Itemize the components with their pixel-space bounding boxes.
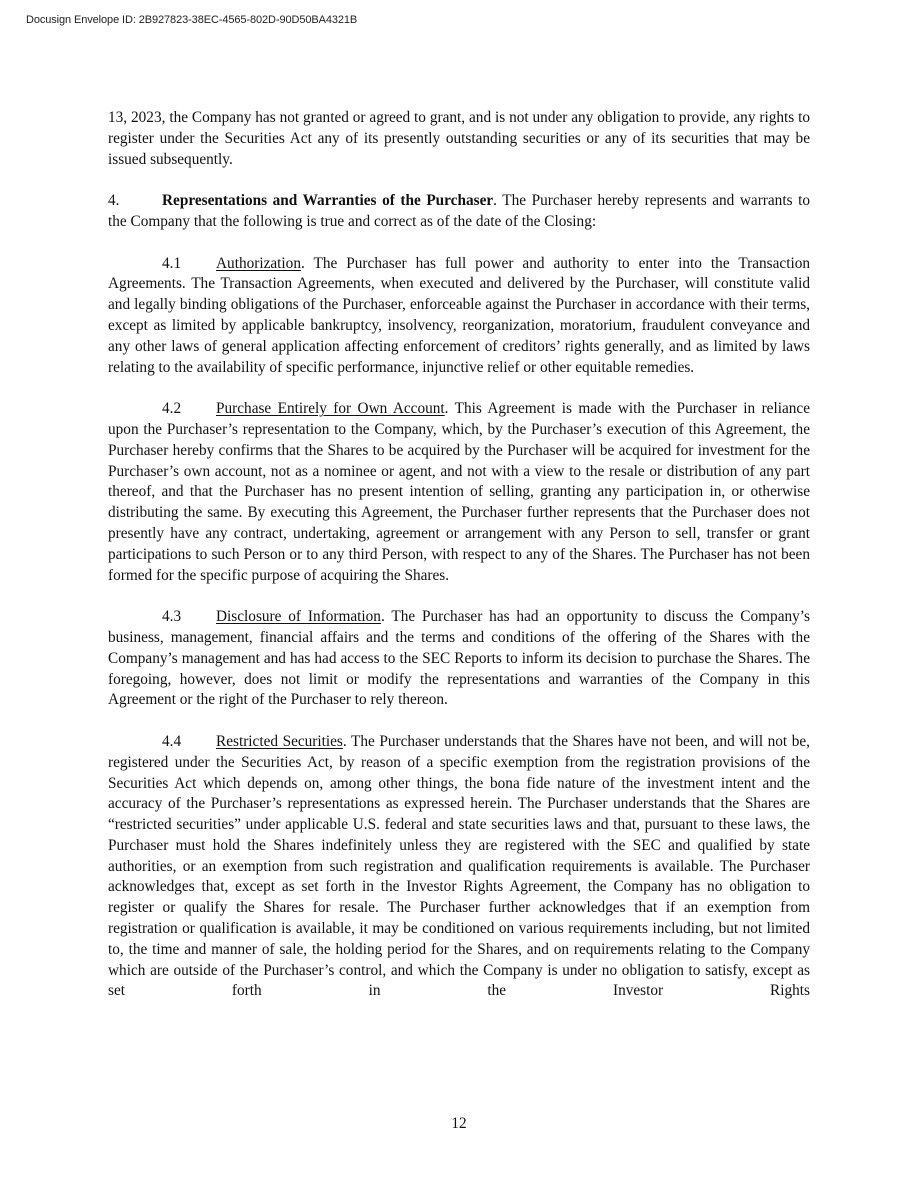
subsection-heading: Disclosure of Information bbox=[216, 608, 381, 626]
subsection-number: 4.4 bbox=[162, 732, 182, 750]
subsection-number: 4.2 bbox=[162, 400, 182, 418]
subsection-number: 4.1 bbox=[162, 254, 182, 272]
subsection-text: . The Purchaser has had an opportunity to discuss the Company’s business, management, financial affairs and the terms and conditions of the offering of the Shares with the Company’s management and has had access to the SEC Reports to inform its decision to purchase the Shares. The foregoing, however, does not limit or modify the representations and warranties of the Company in this Agreement or the right of the Purchaser to rely thereon. bbox=[108, 608, 810, 709]
page-number: 12 bbox=[451, 1115, 467, 1132]
subsection-heading: Restricted Securities bbox=[216, 732, 343, 750]
section-heading: Representations and Warranties of the Purchaser bbox=[162, 192, 494, 210]
subsection-text: . This Agreement is made with the Purchaser in reliance upon the Purchaser’s representation to the Company, which, by the Purchaser’s execution of this Agreement, the Purchaser hereby confirms that the Shares to be acquired by the Purchaser will be acquired for investment for the Purchaser’s own account, not as a nominee or agent, and not with a view to the resale or distribution of any part thereof, and that the Purchaser has no present intention of selling, granting any participation in, or otherwise distributing the same. By executing this Agreement, the Purchaser further represents that the Purchaser does not presently have any contract, undertaking, agreement or arrangement with any Person to sell, transfer or grant participations to such Person or to any third Person, with respect to any of the Shares. The Purchaser has not been formed for the specific purpose of acquiring the Shares. bbox=[108, 400, 810, 584]
subsection-4-2 bbox=[108, 399, 810, 586]
section-4-paragraph bbox=[108, 191, 810, 233]
section-text: . The Purchaser hereby represents and warrants to the Company that the following is true and correct as of the date of the Closing: bbox=[108, 192, 810, 230]
subsection-text: . The Purchaser has full power and authority to enter into the Transaction Agreements. The Transaction Agreements, when executed and delivered by the Purchaser, will constitute valid and legally binding obligations of the Purchaser, enforceable against the Purchaser in accordance with their terms, except as limited by applicable bankruptcy, insolvency, reorganization, moratorium, fraudulent conveyance and any other laws of general application affecting enforcement of creditors’ rights generally, and as limited by laws relating to the availability of specific performance, injunctive relief or other equitable remedies. bbox=[108, 254, 810, 376]
subsection-4-4 bbox=[108, 732, 810, 1002]
subsection-heading: Purchase Entirely for Own Account bbox=[216, 400, 445, 418]
continuation-paragraph: 13, 2023, the Company has not granted or agreed to grant, and is not under any obligation to provide, any rights to register under the Securities Act any of its presently outstanding securities or any of its securities that may be issued subsequently. bbox=[108, 109, 810, 168]
docusign-envelope-id: Docusign Envelope ID: 2B927823-38EC-4565-802D-90D50BA4321B bbox=[26, 14, 358, 26]
subsection-4-1 bbox=[108, 254, 810, 379]
document-body bbox=[108, 108, 810, 1002]
subsection-heading: Authorization bbox=[216, 254, 301, 272]
section-number: 4. bbox=[108, 192, 120, 210]
subsection-text: . The Purchaser understands that the Shares have not been, and will not be, registered under the Securities Act, by reason of a specific exemption from the registration provisions of the Securities Act which depends on, among other things, the bona fide nature of the investment intent and the accuracy of the Purchaser’s representations as expressed herein. The Purchaser understands that the Shares are “restricted securities” under applicable U.S. federal and state securities laws and that, pursuant to these laws, the Purchaser must hold the Shares indefinitely unless they are registered with the SEC and qualified by state authorities, or an exemption from such registration and qualification requirements is available. The Purchaser acknowledges that, except as set forth in the Investor Rights Agreement, the Company has no obligation to register or qualify the Shares for resale. The Purchaser further acknowledges that if an exemption from registration or qualification is available, it may be conditioned on various requirements including, but not limited to, the time and manner of sale, the holding period for the Shares, and on requirements relating to the Company which are outside of the Purchaser’s control, and which the Company is under no obligation to satisfy, except as set forth in the Investor Rights bbox=[108, 732, 810, 1000]
subsection-number: 4.3 bbox=[162, 608, 182, 626]
subsection-4-3 bbox=[108, 607, 810, 711]
